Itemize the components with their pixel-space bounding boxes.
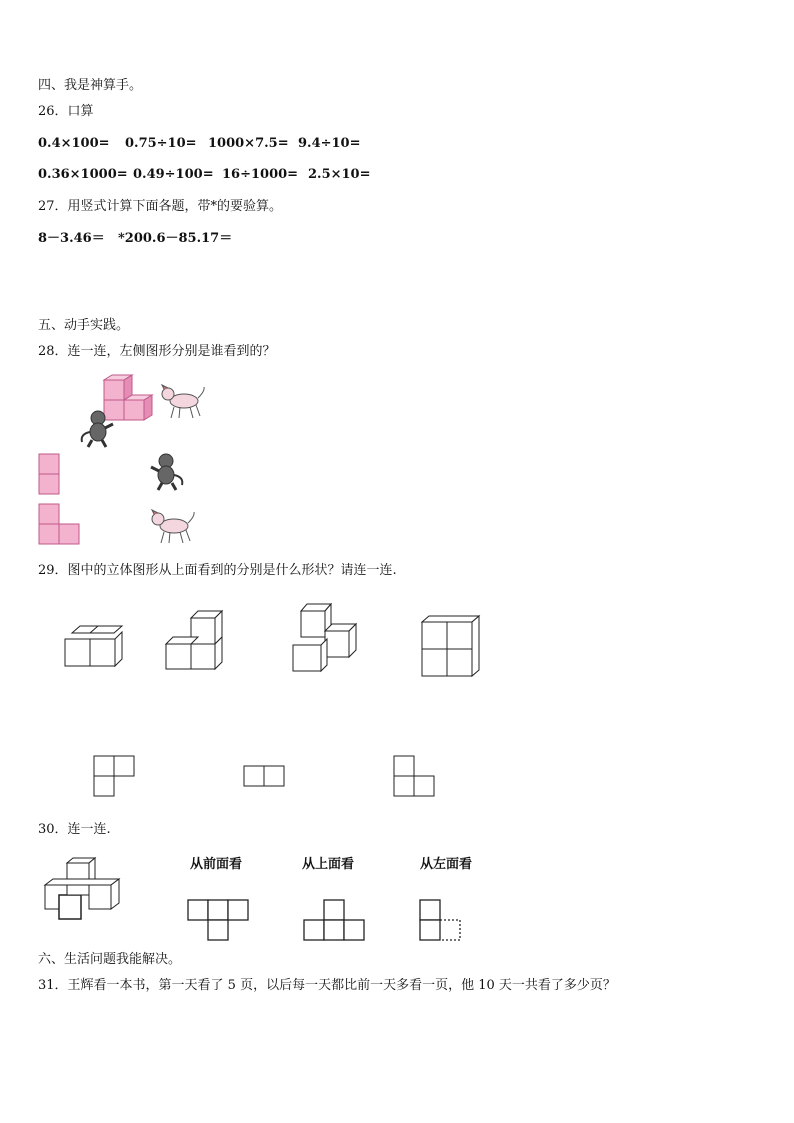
q26-expr-1: 0.4×100= [38,136,110,151]
q28-view-vertical-two [38,453,60,495]
q29-topview-2 [243,765,287,789]
q26-expr-5: 0.36×1000= [38,167,128,182]
q26-expr-6: 0.49÷100= [133,167,214,182]
monkey-icon [78,410,114,448]
q29-solid-4 [421,615,483,677]
dog-icon [150,510,198,546]
monkey-icon [150,453,186,491]
q27-expr-2: *200.6－85.17＝ [118,231,233,246]
q29-solid-1 [64,624,126,668]
q27-label: 27．用竖式计算下面各题，带*的要验算。 [38,199,283,214]
q26-label: 26．口算 [38,104,94,119]
q26-expr-4: 9.4÷10= [298,136,361,151]
q26-expr-2: 0.75÷10= [125,136,197,151]
q29-topview-3 [393,755,437,799]
section6-title: 六、生活问题我能解决。 [38,952,182,967]
q29-solid-3 [291,603,361,673]
q28-label: 28．连一连，左侧图形分别是谁看到的？ [38,344,276,359]
q26-expr-3: 1000×7.5= [208,136,289,151]
q30-view-left [419,899,465,943]
q27-expr-1: 8－3.46＝ [38,231,105,246]
q30-label: 30．连一连. [38,822,111,837]
dog-icon [160,385,208,421]
q30-view-front [187,899,251,943]
section4-title: 四、我是神算手。 [38,78,143,93]
q30-view-front-label: 从前面看 [190,857,243,872]
q26-expr-7: 16÷1000= [222,167,299,182]
q30-solid [43,857,127,923]
q28-view-l-shape [38,503,82,545]
q30-view-top [303,899,367,943]
q31-label: 31．王辉看一本书，第一天看了 5 页，以后每一天都比前一天多看一页，他 10 天一共看了多少页？ [38,978,616,993]
q29-topview-1 [93,755,137,799]
q26-expr-8: 2.5×10= [308,167,371,182]
q30-view-left-label: 从左面看 [420,857,473,872]
section5-title: 五、动手实践。 [38,318,130,333]
q29-solid-2 [164,610,226,670]
q30-view-top-label: 从上面看 [302,857,355,872]
q29-label: 29．图中的立体图形从上面看到的分别是什么形状？请连一连. [38,563,397,578]
